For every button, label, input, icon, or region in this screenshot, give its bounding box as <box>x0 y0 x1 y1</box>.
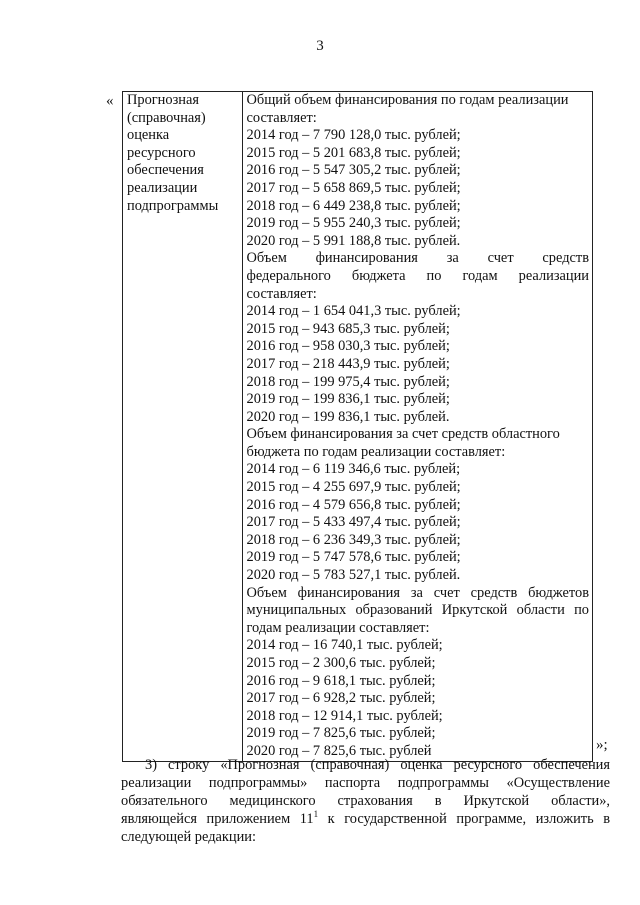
funding-year-row: 2014 год – 6 119 346,6 тыс. рублей; <box>246 461 461 478</box>
paragraph-line: обязательного медицинского страхования в Иркутской области», <box>121 793 610 809</box>
funding-year-row: 2018 год – 12 914,1 тыс. рублей; <box>246 707 443 724</box>
funding-year-row: 2017 год – 5 433 497,4 тыс. рублей; <box>246 514 461 531</box>
label-line: (справочная) <box>127 109 206 126</box>
funding-year-row: 2019 год – 5 747 578,6 тыс. рублей; <box>246 549 461 566</box>
funding-year-row: 2018 год – 6 449 238,8 тыс. рублей; <box>246 197 461 214</box>
funding-year-row: 2018 год – 199 975,4 тыс. рублей; <box>246 373 450 390</box>
funding-year-row: 2015 год – 2 300,6 тыс. рублей; <box>246 655 436 671</box>
paragraph-line: 3) строку «Прогнозная (справочная) оценка ресурсного обеспечения <box>145 757 610 773</box>
funding-year-row: 2016 год – 4 579 656,8 тыс. рублей; <box>246 496 461 513</box>
funding-year-row: 2017 год – 5 658 869,5 тыс. рублей; <box>246 179 461 196</box>
funding-year-row: 2020 год – 7 825,6 тыс. рублей <box>246 742 432 759</box>
funding-year-row: 2019 год – 5 955 240,3 тыс. рублей; <box>246 215 461 232</box>
total-funding-section <box>247 92 589 250</box>
funding-year-row: 2015 год – 943 685,3 тыс. рублей; <box>246 320 450 337</box>
funding-year-row: 2015 год – 5 201 683,8 тыс. рублей; <box>246 144 461 161</box>
funding-year-row: 2016 год – 5 547 305,2 тыс. рублей; <box>246 162 461 179</box>
section-heading-line: Объем финансирования за счет средств областного <box>246 426 560 443</box>
funding-year-row: 2016 год – 958 030,3 тыс. рублей; <box>246 338 450 355</box>
section-heading-line: муниципальных образований Иркутской области по <box>246 602 589 619</box>
label-cell <box>123 92 243 762</box>
section-heading-line: Объем финансирования за счет средств бюджетов <box>246 584 589 601</box>
section-heading-line: Общий объем финансирования по годам реализации <box>246 92 569 108</box>
funding-year-row: 2015 год – 4 255 697,9 тыс. рублей; <box>246 479 461 496</box>
section-heading-line: бюджета по годам реализации составляет: <box>246 443 506 460</box>
regional-funding-section <box>247 426 589 584</box>
label-line: оценка <box>127 127 170 144</box>
table-row <box>123 92 593 762</box>
paragraph-line: реализации подпрограммы» паспорта подпрограммы «Осуществление <box>121 775 610 791</box>
municipal-funding-section <box>247 585 589 761</box>
label-line: реализации <box>127 179 198 196</box>
funding-year-row: 2016 год – 9 618,1 тыс. рублей; <box>246 672 436 689</box>
funding-year-row: 2014 год – 1 654 041,3 тыс. рублей; <box>246 303 461 320</box>
funding-year-row: 2018 год – 6 236 349,3 тыс. рублей; <box>246 531 461 548</box>
superscript: 1 <box>313 809 319 820</box>
label-line: ресурсного <box>127 144 196 161</box>
paragraph-text: являющейся приложением 11 <box>121 811 314 827</box>
section-heading-line: федерального бюджета по годам реализации <box>246 267 589 284</box>
amendment-paragraph <box>121 756 610 846</box>
funding-year-row: 2020 год – 199 836,1 тыс. рублей. <box>246 408 450 425</box>
section-heading-line: составляет: <box>246 285 317 302</box>
section-heading-line: Объем финансирования за счет средств <box>246 250 589 267</box>
label-line: обеспечения <box>127 162 204 179</box>
funding-year-row: 2019 год – 199 836,1 тыс. рублей; <box>246 391 450 408</box>
section-heading-line: годам реализации составляет: <box>246 619 430 636</box>
label-line: Прогнозная <box>127 92 199 108</box>
section-heading-line: составляет: <box>246 109 317 126</box>
funding-year-row: 2020 год – 5 783 527,1 тыс. рублей. <box>246 567 461 584</box>
funding-year-row: 2020 год – 5 991 188,8 тыс. рублей. <box>246 232 461 249</box>
label-line: подпрограммы <box>127 197 219 214</box>
resource-estimate-table <box>122 91 593 762</box>
closing-quote-mark: »; <box>596 737 608 753</box>
funding-year-row: 2014 год – 16 740,1 тыс. рублей; <box>246 637 443 654</box>
funding-content-cell <box>242 92 592 762</box>
paragraph-line <box>121 810 610 828</box>
funding-year-row: 2019 год – 7 825,6 тыс. рублей; <box>246 725 436 742</box>
funding-year-row: 2017 год – 6 928,2 тыс. рублей; <box>246 690 436 707</box>
paragraph-line: следующей редакции: <box>121 829 256 845</box>
funding-year-row: 2017 год – 218 443,9 тыс. рублей; <box>246 355 450 372</box>
federal-funding-section <box>247 250 589 426</box>
page-number: 3 <box>316 38 324 54</box>
opening-quote-mark: « <box>106 93 114 109</box>
paragraph-text: к государственной программе, изложить в <box>318 811 610 827</box>
funding-year-row: 2014 год – 7 790 128,0 тыс. рублей; <box>246 127 461 144</box>
